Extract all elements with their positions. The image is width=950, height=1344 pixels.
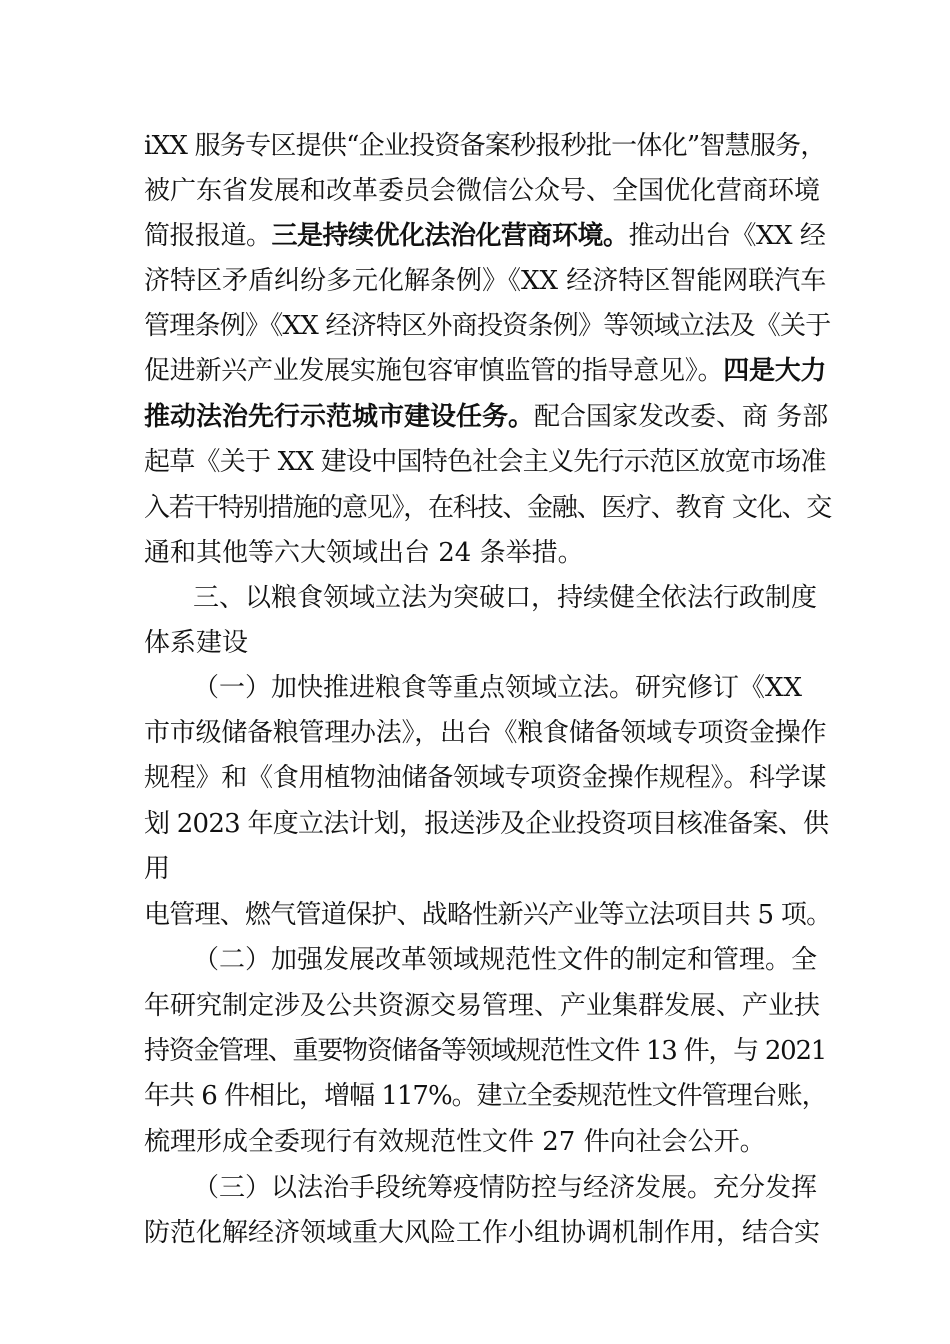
bold-heading: 四是大力 <box>723 356 827 386</box>
text-run: 促进新兴产业发展实施包容审慎监管的指导意见》。 <box>144 356 724 386</box>
text-run: 简报报道。 <box>144 221 272 251</box>
text-line: 梳理形成全委现行有效规范性文件 27 件向社会公开。 <box>144 1127 766 1157</box>
text-line: 年研究制定涉及公共资源交易管理、产业集群发展、产业扶 <box>144 991 821 1021</box>
text-line: 济特区矛盾纠纷多元化解条例》《XX 经济特区智能网联汽车 <box>144 266 827 296</box>
text-line <box>144 399 828 435</box>
text-line <box>144 353 826 389</box>
text-line: 规程》和《食用植物油储备领域专项资金操作规程》。科学谋 <box>144 763 827 793</box>
text-line: （二）加强发展改革领域规范性文件的制定和管理。全 <box>193 945 818 975</box>
text-run: 推动出台《XX 经 <box>628 221 826 251</box>
text-line: 用 <box>144 854 171 884</box>
text-line: 入若干特别措施的意见》，在科技、金融、医疗、教育 文化、交 <box>144 493 832 523</box>
section-heading: 三、以粮食领域立法为突破口，持续健全依法行政制度 <box>193 583 818 613</box>
text-line: 持资金管理、重要物资储备等领域规范性文件 13 件，与 2021 <box>144 1036 827 1066</box>
text-line: 市市级储备粮管理办法》，出台《粮食储备领域专项资金操作 <box>144 718 827 748</box>
text-line: 管理条例》《XX 经济特区外商投资条例》等领域立法及《关于 <box>144 311 831 341</box>
text-line: 年共 6 件相比，增幅 117%。建立全委规范性文件管理台账， <box>144 1081 827 1111</box>
text-line: 通和其他等六大领域出台 24 条举措。 <box>144 538 584 568</box>
text-line: 起草《关于 XX 建设中国特色社会主义先行示范区放宽市场准 <box>144 447 826 477</box>
section-heading-continued: 体系建设 <box>144 628 249 658</box>
text-run: 配合国家发改委、商 务部 <box>534 402 829 432</box>
bold-heading: 三是持续优化法治化营商环境。 <box>271 221 629 251</box>
bold-heading: 推动法治先行示范城市建设任务。 <box>144 402 535 432</box>
text-line: 划 2023 年度立法计划，报送涉及企业投资项目核准备案、供 <box>144 809 829 839</box>
text-line: 电管理、燃气管道保护、战略性新兴产业等立法项目共 5 项。 <box>144 900 832 930</box>
text-line: （三）以法治手段统筹疫情防控与经济发展。充分发挥 <box>193 1173 818 1203</box>
text-line: （一）加快推进粮食等重点领域立法。研究修订《XX <box>193 673 803 703</box>
text-line: 被广东省发展和改革委员会微信公众号、全国优化营商环境 <box>144 176 821 206</box>
text-line: iXX 服务专区提供“企业投资备案秒报秒批一体化”智慧服务， <box>144 131 826 161</box>
text-line: 防范化解经济领域重大风险工作小组协调机制作用，结合实 <box>144 1218 821 1248</box>
text-line <box>144 218 825 254</box>
